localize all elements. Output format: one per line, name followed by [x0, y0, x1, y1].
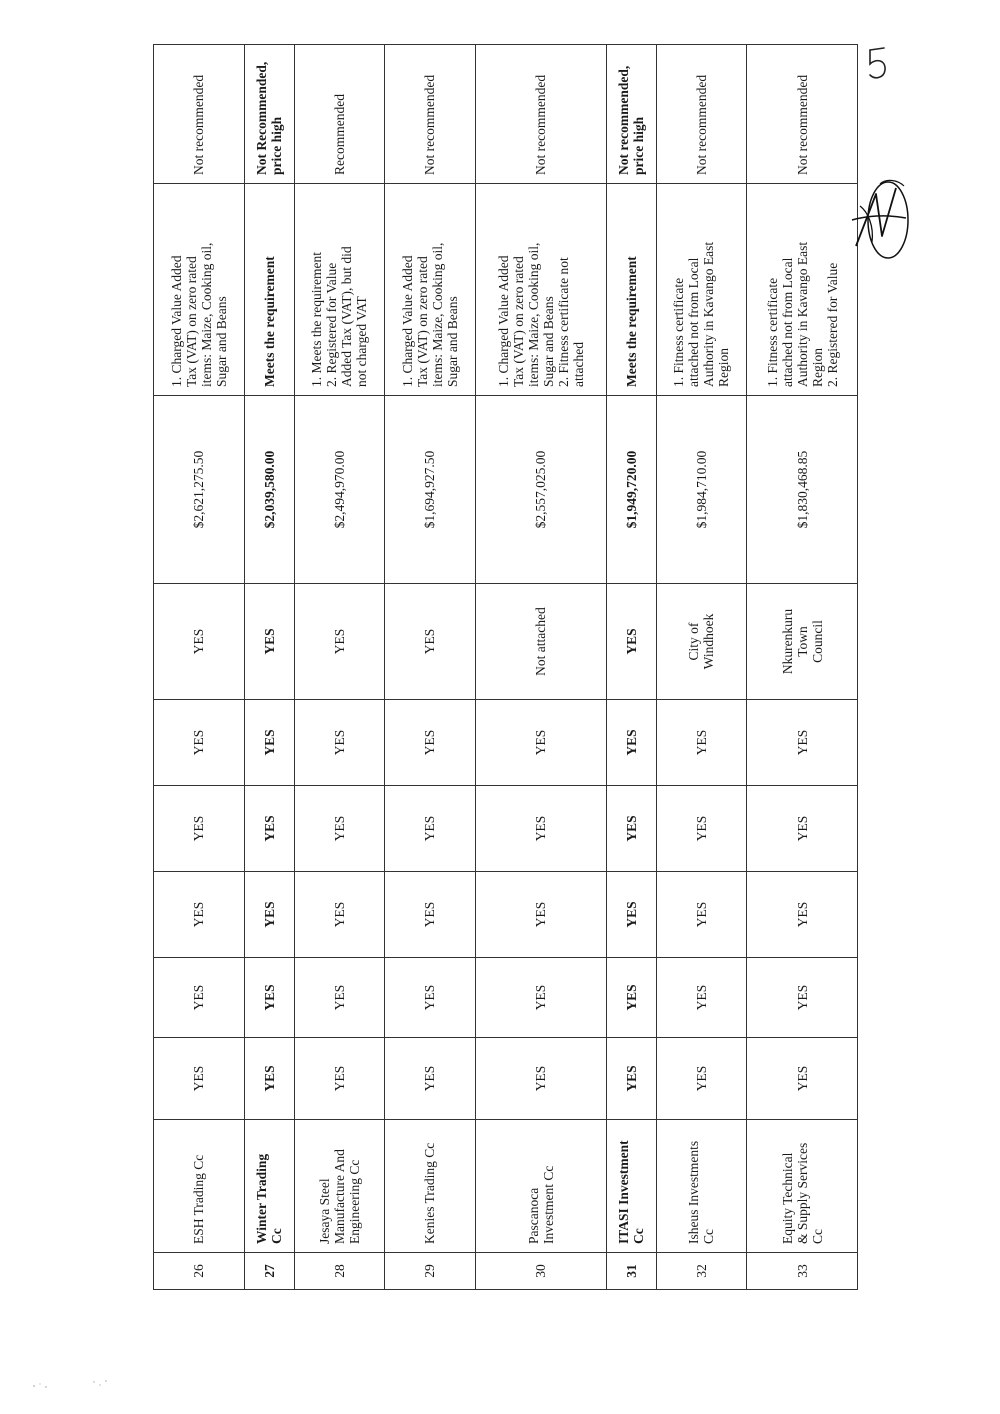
table-row: [294, 45, 385, 1290]
cell-line: City of: [686, 622, 702, 661]
evaluation-remark: [385, 184, 476, 396]
fitness-certificate: [747, 584, 858, 700]
cell-line: ITASI Investment: [616, 1140, 632, 1244]
cell-line: Manufacture And: [331, 1149, 347, 1244]
recommendation: [475, 45, 606, 184]
cell-line: & Supply Services: [794, 1142, 810, 1244]
cell-line: Meets the requirement: [623, 256, 639, 387]
criterion-c5: YES: [244, 700, 294, 786]
bidder-name: [475, 1120, 606, 1253]
cell-line: Meets the requirement: [261, 256, 277, 387]
row-number: 28: [294, 1253, 385, 1290]
cell-line: Sugar and Beans: [540, 296, 556, 387]
cell-line: Tax (VAT) on zero rated: [510, 256, 526, 387]
row-number: 27: [244, 1253, 294, 1290]
criterion-c2: YES: [294, 958, 385, 1038]
recommendation: [606, 45, 656, 184]
cell-line: Tax (VAT) on zero rated: [183, 256, 199, 387]
recommendation: [294, 45, 385, 184]
table-row: [475, 45, 606, 1290]
recommendation: [747, 45, 858, 184]
bidder-name: [244, 1120, 294, 1253]
criterion-c2: YES: [154, 958, 245, 1038]
table-row: [244, 45, 294, 1290]
bidder-name: [606, 1120, 656, 1253]
cell-line: YES: [422, 628, 438, 655]
cell-line: YES: [331, 628, 347, 655]
criterion-c3: YES: [385, 872, 476, 958]
recommendation: [154, 45, 245, 184]
bidder-name: [385, 1120, 476, 1253]
recommendation: [656, 45, 747, 184]
criterion-c2: YES: [606, 958, 656, 1038]
criterion-c1: YES: [154, 1038, 245, 1120]
cell-line: attached not from Local: [779, 257, 795, 387]
evaluation-remark: [656, 184, 747, 396]
cell-line: price high: [631, 116, 647, 175]
page-number-mark: [866, 44, 890, 84]
cell-line: Authority in Kavango East: [794, 241, 810, 387]
row-number: 26: [154, 1253, 245, 1290]
criterion-c2: YES: [244, 958, 294, 1038]
criterion-c2: YES: [747, 958, 858, 1038]
cell-line: Pascanoca: [525, 1187, 541, 1244]
cell-line: Cc: [809, 1229, 825, 1244]
criterion-c4: YES: [154, 786, 245, 872]
cell-line: Not recommended: [191, 74, 207, 175]
cell-line: 1. Fitness certificate: [671, 277, 687, 387]
bid-price: $2,621,275.50: [154, 396, 245, 584]
bidder-name: [747, 1120, 858, 1253]
criterion-c4: YES: [244, 786, 294, 872]
cell-line: Cc: [269, 1228, 285, 1244]
criterion-c1: YES: [385, 1038, 476, 1120]
cell-line: Not recommended: [422, 74, 438, 175]
fitness-certificate: [385, 584, 476, 700]
table-row: [747, 45, 858, 1290]
cell-line: attached: [570, 342, 586, 387]
criterion-c4: YES: [747, 786, 858, 872]
row-number: 29: [385, 1253, 476, 1290]
cell-line: Cc: [701, 1229, 717, 1244]
cell-line: YES: [261, 628, 277, 655]
fitness-certificate: [606, 584, 656, 700]
cell-line: Region: [716, 348, 732, 387]
evaluation-remark: [294, 184, 385, 396]
cell-line: Tax (VAT) on zero rated: [414, 256, 430, 387]
bidder-name: [656, 1120, 747, 1253]
scan-specks: [28, 1376, 124, 1392]
cell-line: Not recommended: [693, 74, 709, 175]
cell-line: Authority in Kavango East: [701, 241, 717, 387]
cell-line: Windhoek: [701, 613, 717, 670]
cell-line: 2. Registered for Value: [324, 262, 340, 387]
bid-price: $2,557,025.00: [475, 396, 606, 584]
rotated-table-container: [153, 45, 858, 1290]
cell-line: Recommended: [331, 94, 347, 175]
fitness-certificate: [154, 584, 245, 700]
cell-line: Council: [809, 620, 825, 663]
cell-line: Not recommended,: [616, 65, 632, 175]
criterion-c3: YES: [656, 872, 747, 958]
cell-line: Nkurenkuru: [779, 608, 795, 675]
cell-line: 2. Registered for Value: [824, 262, 840, 387]
criterion-c3: YES: [294, 872, 385, 958]
cell-line: 1. Charged Value Added: [399, 255, 415, 387]
cell-line: 1. Meets the requirement: [309, 252, 325, 387]
fitness-certificate: [475, 584, 606, 700]
cell-line: Sugar and Beans: [444, 296, 460, 387]
table-row: [656, 45, 747, 1290]
cell-line: attached not from Local: [686, 257, 702, 387]
cell-line: ESH Trading Cc: [191, 1154, 207, 1244]
criterion-c4: YES: [475, 786, 606, 872]
fitness-certificate: [294, 584, 385, 700]
row-number: 31: [606, 1253, 656, 1290]
cell-line: Added Tax (VAT), but did: [339, 246, 355, 387]
cell-line: Town: [794, 626, 810, 657]
table-row: [606, 45, 656, 1290]
criterion-c3: YES: [244, 872, 294, 958]
cell-line: 2. Fitness certificate not: [555, 257, 571, 387]
cell-line: Engineering Cc: [346, 1159, 362, 1244]
criterion-c5: YES: [606, 700, 656, 786]
criterion-c1: YES: [747, 1038, 858, 1120]
criterion-c5: YES: [656, 700, 747, 786]
criterion-c4: YES: [656, 786, 747, 872]
cell-line: Not recommended: [533, 74, 549, 175]
cell-line: Sugar and Beans: [213, 296, 229, 387]
criterion-c3: YES: [475, 872, 606, 958]
bid-price: $1,830,468.85: [747, 396, 858, 584]
criterion-c2: YES: [385, 958, 476, 1038]
bid-price: $1,694,927.50: [385, 396, 476, 584]
handwritten-signature: [846, 176, 912, 268]
cell-line: 1. Charged Value Added: [495, 255, 511, 387]
cell-line: Not attached: [533, 607, 549, 676]
criterion-c5: YES: [475, 700, 606, 786]
criterion-c4: YES: [385, 786, 476, 872]
bid-price: $2,039,580.00: [244, 396, 294, 584]
criterion-c5: YES: [385, 700, 476, 786]
cell-line: Investment Cc: [540, 1165, 556, 1244]
cell-line: items: Maize, Cooking oil,: [198, 242, 214, 387]
criterion-c5: YES: [294, 700, 385, 786]
criterion-c3: YES: [154, 872, 245, 958]
table-row: [385, 45, 476, 1290]
cell-line: 1. Fitness certificate: [764, 277, 780, 387]
criterion-c5: YES: [154, 700, 245, 786]
cell-line: items: Maize, Cooking oil,: [525, 242, 541, 387]
cell-line: Isheus Investments: [686, 1140, 702, 1244]
row-number: 30: [475, 1253, 606, 1290]
cell-line: price high: [269, 116, 285, 175]
cell-line: Not recommended: [794, 74, 810, 175]
cell-line: Jesaya Steel: [316, 1178, 332, 1244]
cell-line: YES: [623, 628, 639, 655]
criterion-c1: YES: [656, 1038, 747, 1120]
criterion-c3: YES: [747, 872, 858, 958]
recommendation: [244, 45, 294, 184]
bid-price: $2,494,970.00: [294, 396, 385, 584]
evaluation-remark: [154, 184, 245, 396]
bidder-name: [294, 1120, 385, 1253]
criterion-c4: YES: [606, 786, 656, 872]
cell-line: Cc: [631, 1228, 647, 1244]
cell-line: items: Maize, Cooking oil,: [429, 242, 445, 387]
evaluation-remark: [606, 184, 656, 396]
criterion-c1: YES: [244, 1038, 294, 1120]
table-row: [154, 45, 245, 1290]
criterion-c2: YES: [475, 958, 606, 1038]
criterion-c1: YES: [294, 1038, 385, 1120]
criterion-c1: YES: [475, 1038, 606, 1120]
criterion-c1: YES: [606, 1038, 656, 1120]
bid-price: $1,949,720.00: [606, 396, 656, 584]
bid-price: $1,984,710.00: [656, 396, 747, 584]
criterion-c2: YES: [656, 958, 747, 1038]
cell-line: 1. Charged Value Added: [168, 255, 184, 387]
recommendation: [385, 45, 476, 184]
bidder-name: [154, 1120, 245, 1253]
evaluation-remark: [244, 184, 294, 396]
fitness-certificate: [244, 584, 294, 700]
criterion-c4: YES: [294, 786, 385, 872]
cell-line: not charged VAT: [354, 296, 370, 387]
bid-evaluation-table: [153, 44, 858, 1290]
cell-line: Kenies Trading Cc: [422, 1142, 438, 1244]
cell-line: YES: [191, 628, 207, 655]
fitness-certificate: [656, 584, 747, 700]
criterion-c3: YES: [606, 872, 656, 958]
evaluation-remark: [747, 184, 858, 396]
cell-line: Winter Trading: [254, 1153, 270, 1244]
cell-line: Equity Technical: [779, 1152, 795, 1244]
cell-line: Not Recommended,: [254, 61, 270, 175]
row-number: 32: [656, 1253, 747, 1290]
row-number: 33: [747, 1253, 858, 1290]
cell-line: Region: [809, 348, 825, 387]
criterion-c5: YES: [747, 700, 858, 786]
evaluation-remark: [475, 184, 606, 396]
